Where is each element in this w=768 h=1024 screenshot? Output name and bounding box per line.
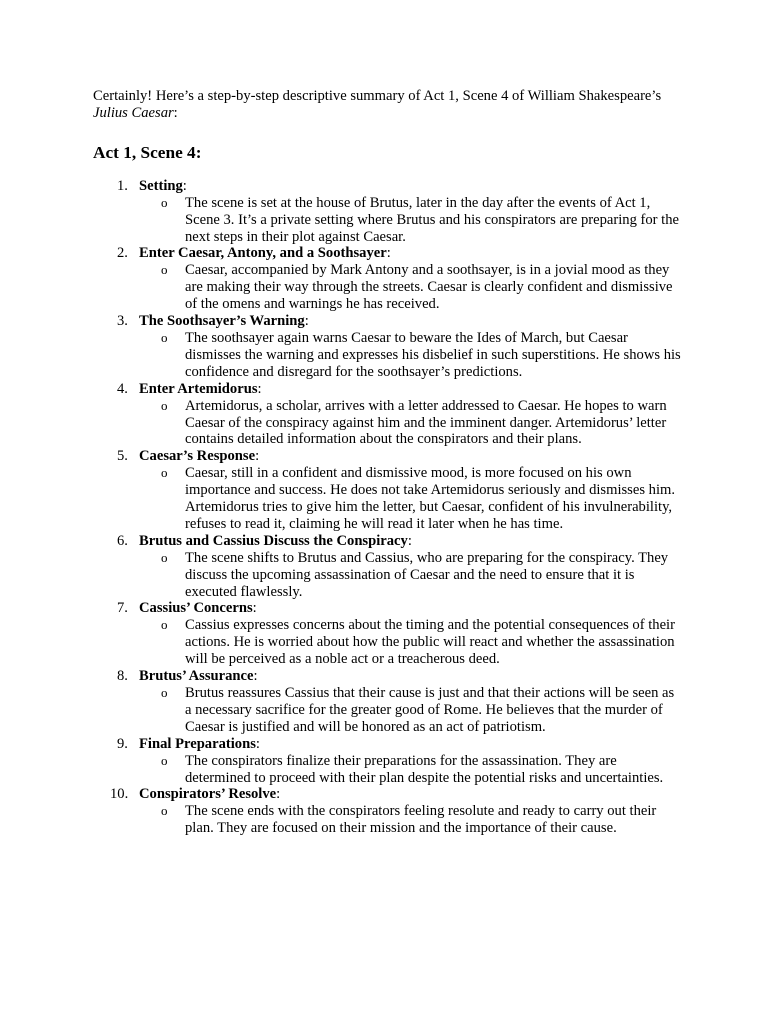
item-title: Brutus and Cassius Discuss the Conspiracy (139, 532, 408, 549)
item-number: 4. (117, 380, 128, 397)
document-page (93, 88, 683, 837)
scene-summary-list (93, 178, 683, 837)
list-item (93, 600, 683, 668)
hollow-bullet-icon: o (161, 329, 168, 345)
sub-list-item (139, 617, 683, 668)
item-detail: Brutus reassures Cassius that their cause is just and that their actions will be seen as a necessary sacrifice for the greater good of Rome. He believes that the murder of Caesar is justified and will be honored as an act of patriotism. (185, 685, 675, 735)
item-title-colon: : (386, 245, 391, 262)
item-detail: The scene shifts to Brutus and Cassius, who are preparing for the conspiracy. They discuss the upcoming assassination of Caesar and the need to ensure that it is executed flawlessly. (185, 549, 669, 600)
item-number: 8. (117, 668, 128, 685)
item-detail: The soothsayer again warns Caesar to beware the Ides of March, but Caesar dismisses the warning and expresses his disbelief in such superstitions. He shows his confidence and disregard for the soothsayer’s predictions. (185, 329, 681, 380)
item-title: Final Preparations (139, 735, 256, 752)
item-number: 1. (117, 177, 128, 194)
sub-list (139, 803, 683, 837)
intro-colon: : (173, 104, 178, 121)
hollow-bullet-icon: o (161, 397, 168, 413)
hollow-bullet-icon: o (161, 465, 168, 481)
item-number: 7. (117, 600, 128, 617)
item-title-colon: : (304, 313, 309, 330)
item-title-colon: : (407, 532, 412, 549)
hollow-bullet-icon: o (161, 549, 168, 565)
play-title: Julius Caesar (93, 104, 174, 121)
item-title: Cassius’ Concerns (139, 600, 253, 617)
item-number: 2. (117, 245, 128, 262)
intro-text: Certainly! Here’s a step-by-step descriptive summary of Act 1, Scene 4 of William Shakespeare’s (93, 88, 662, 104)
sub-list-item (139, 803, 683, 837)
list-item (93, 533, 683, 601)
item-number: 9. (117, 735, 128, 752)
item-title: Caesar’s Response (139, 448, 256, 465)
hollow-bullet-icon: o (161, 617, 168, 633)
item-title-colon: : (252, 600, 257, 617)
item-title: Conspirators’ Resolve (139, 786, 277, 803)
sub-list-item (139, 685, 683, 736)
sub-list-item (139, 330, 683, 381)
item-detail: The scene is set at the house of Brutus, later in the day after the events of Act 1, Scene 3. It’s a private setting where Brutus and his conspirators are preparing for the next steps in their plot against Caesar. (185, 194, 680, 245)
hollow-bullet-icon: o (161, 752, 168, 768)
sub-list-item (139, 398, 683, 449)
sub-list (139, 465, 683, 533)
list-item (93, 245, 683, 313)
item-title: Enter Caesar, Antony, and a Soothsayer (139, 245, 387, 262)
scene-heading: Act 1, Scene 4: (93, 142, 202, 162)
hollow-bullet-icon: o (161, 262, 168, 278)
list-item (93, 736, 683, 787)
item-number: 3. (117, 313, 128, 330)
item-title-colon: : (255, 448, 260, 465)
sub-list (139, 398, 683, 449)
item-title: Setting (139, 177, 183, 194)
item-title: Enter Artemidorus (139, 380, 258, 397)
item-number: 5. (117, 448, 128, 465)
sub-list-item (139, 753, 683, 787)
list-item (93, 381, 683, 449)
list-item (93, 178, 683, 246)
item-number: 6. (117, 532, 128, 549)
item-title-colon: : (257, 380, 262, 397)
item-title-colon: : (255, 735, 260, 752)
item-detail: Caesar, still in a confident and dismissive mood, is more focused on his own importance and success. He does not take Artemidorus seriously and dismisses him. Artemidorus tries to give him the letter, but Caesar, confident of his invulnerability, refuses to read it, claiming he will read it later when he has time. (185, 465, 676, 532)
sub-list-item (139, 262, 683, 313)
list-item (93, 786, 683, 837)
item-title-colon: : (253, 668, 258, 685)
hollow-bullet-icon: o (161, 803, 168, 819)
sub-list (139, 550, 683, 601)
sub-list (139, 753, 683, 787)
sub-list (139, 330, 683, 381)
sub-list (139, 617, 683, 668)
sub-list-item (139, 465, 683, 533)
list-item (93, 313, 683, 381)
hollow-bullet-icon: o (161, 685, 168, 700)
item-detail: Artemidorus, a scholar, arrives with a letter addressed to Caesar. He hopes to warn Caesar of the conspiracy against him and the imminent danger. Artemidorus’ letter contains detailed information about the conspirators and their plans. (185, 397, 667, 448)
item-number: 10. (110, 786, 129, 803)
intro-paragraph (93, 88, 683, 122)
sub-list-item (139, 195, 683, 246)
sub-list (139, 262, 683, 313)
sub-list-item (139, 550, 683, 601)
list-item (93, 448, 683, 533)
list-item (93, 668, 683, 736)
item-detail: The scene ends with the conspirators feeling resolute and ready to carry out their plan. They are focused on their mission and the importance of their cause. (185, 803, 657, 837)
item-title-colon: : (182, 177, 187, 194)
sub-list (139, 195, 683, 246)
item-detail: Cassius expresses concerns about the timing and the potential consequences of their actions. He is worried about how the public will react and whether the assassination will be perceived as a noble act or a treacherous deed. (185, 617, 675, 668)
item-detail: Caesar, accompanied by Mark Antony and a soothsayer, is in a jovial mood as they are making their way through the streets. Caesar is clearly confident and dismissive of the omens and warnings he has received. (185, 262, 673, 313)
item-title: The Soothsayer’s Warning (139, 313, 305, 330)
item-title: Brutus’ Assurance (139, 668, 254, 685)
item-detail: The conspirators finalize their preparations for the assassination. They are determined to proceed with their plan despite the potential risks and uncertainties. (185, 752, 664, 786)
item-title-colon: : (276, 786, 281, 803)
hollow-bullet-icon: o (161, 194, 168, 210)
sub-list (139, 685, 683, 736)
